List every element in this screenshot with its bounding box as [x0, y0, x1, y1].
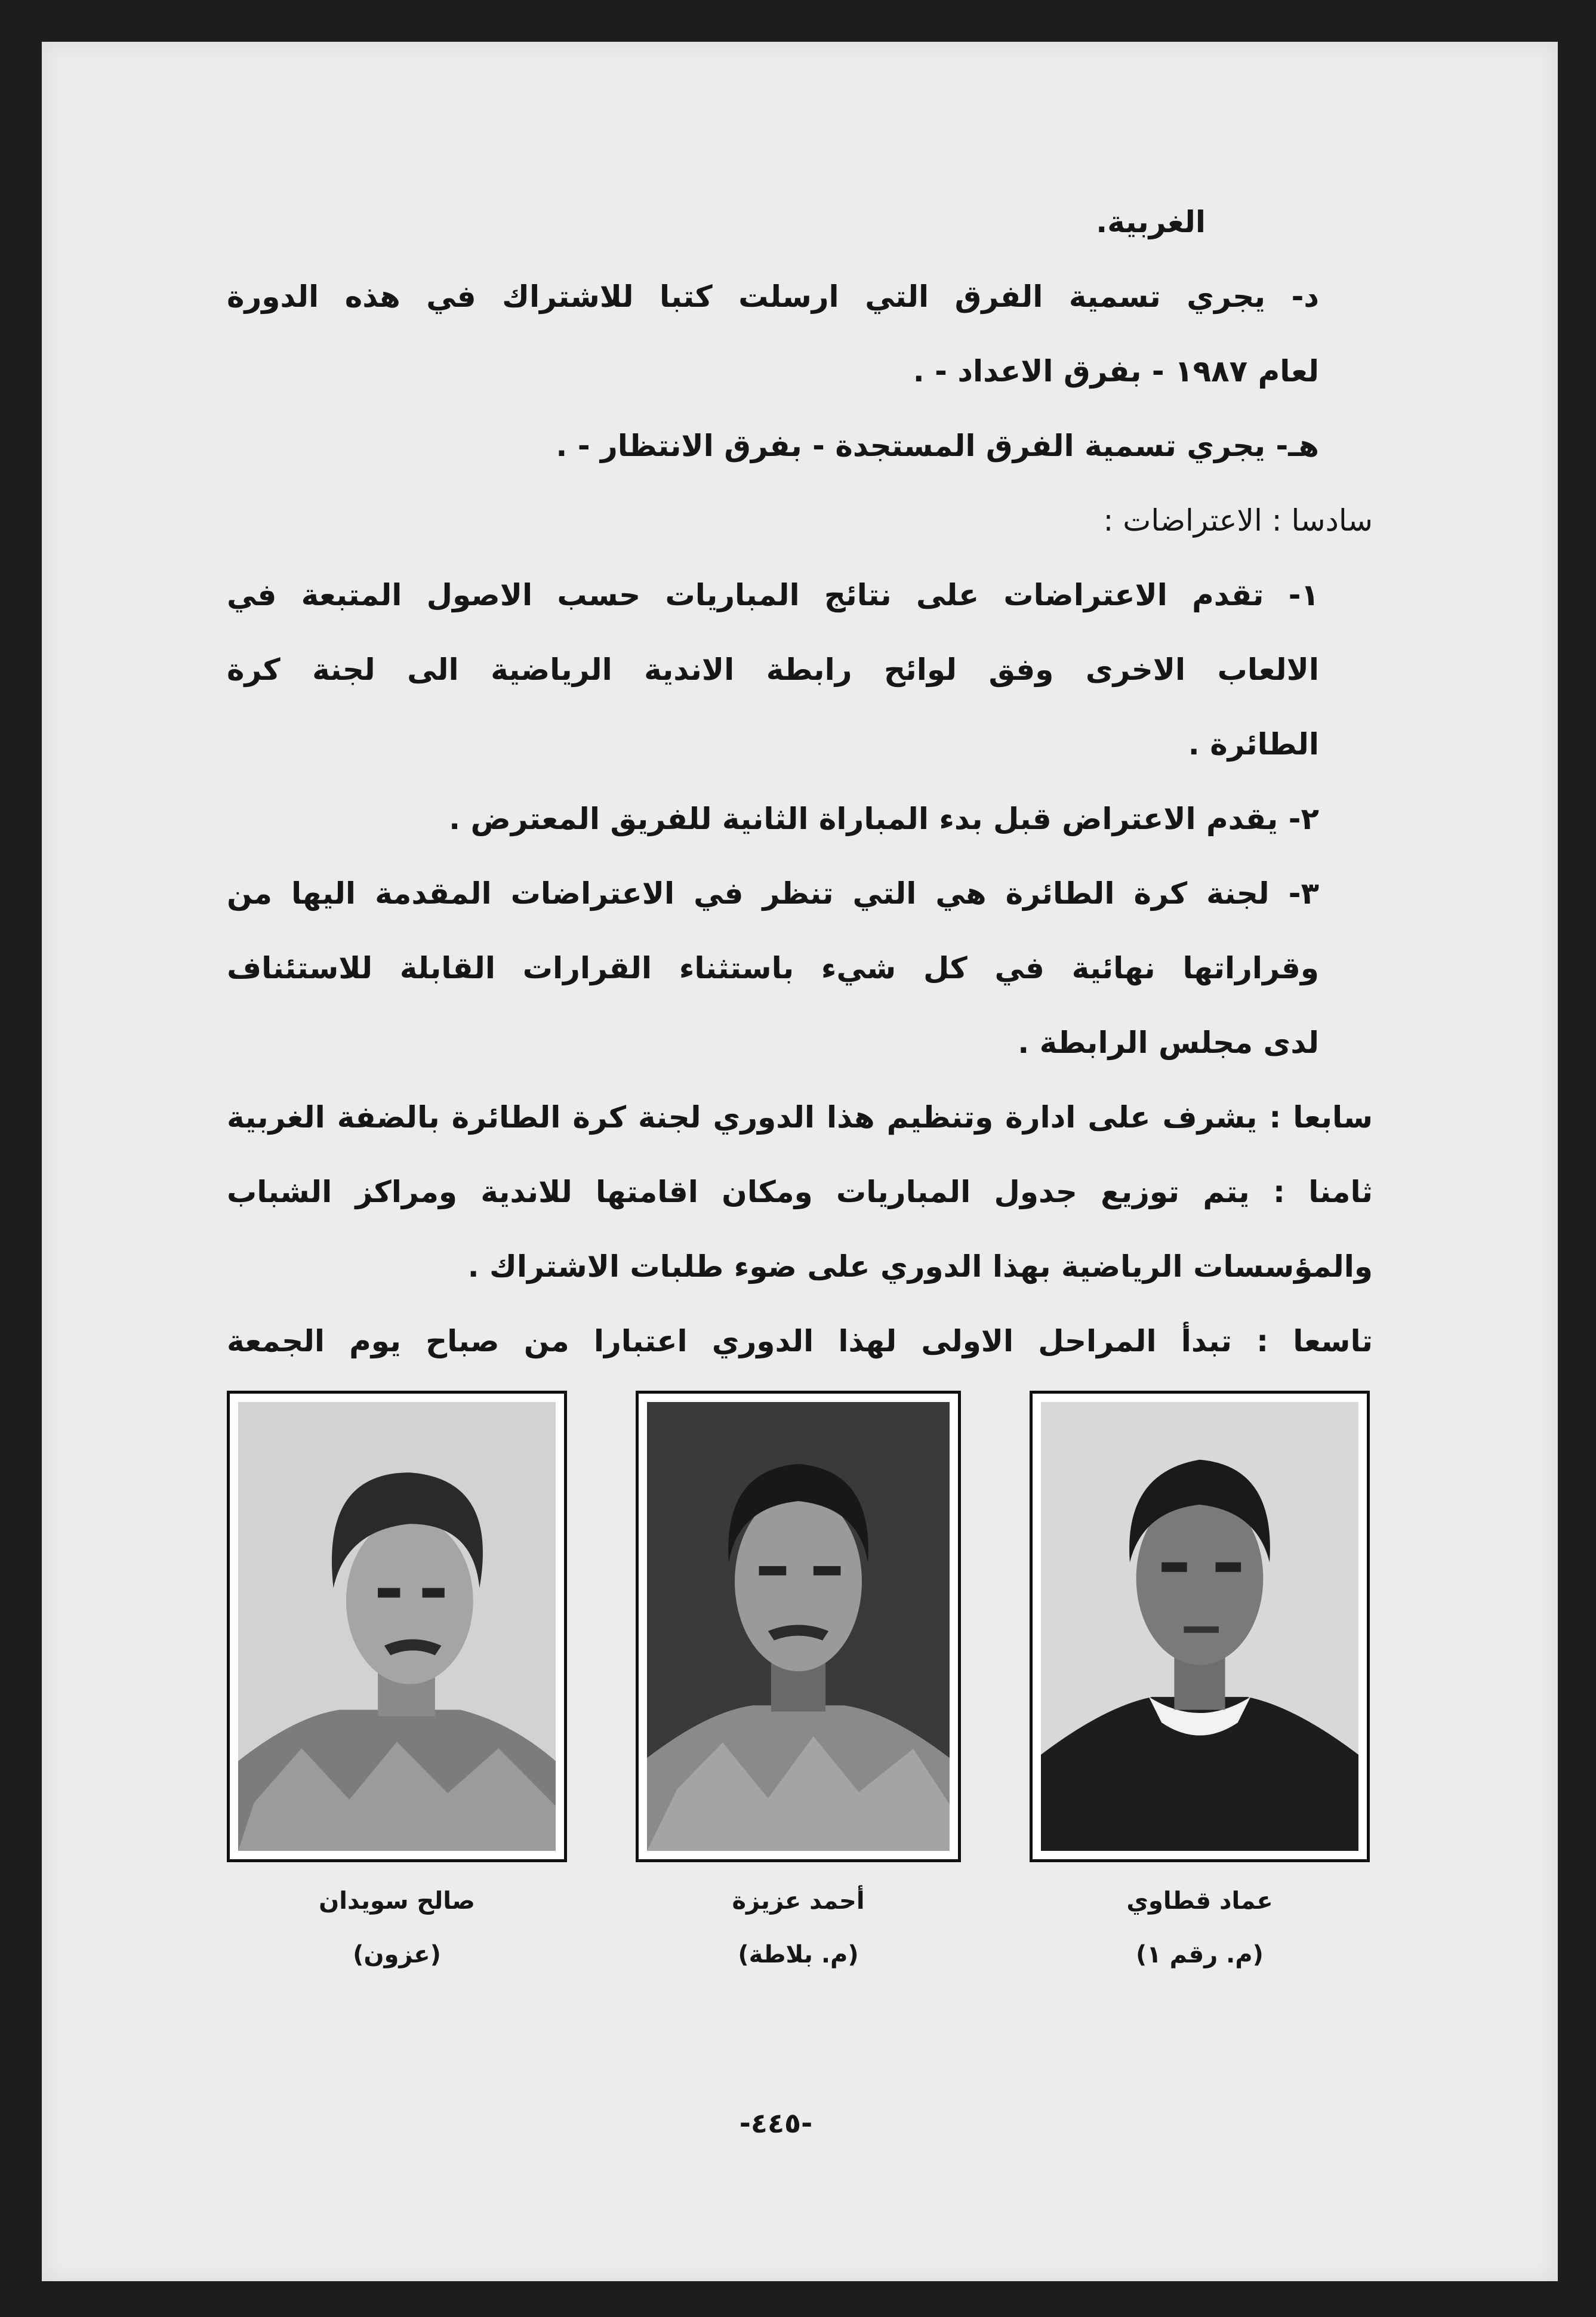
person-club: (عزون) [353, 1941, 441, 1968]
person-name: صالح سويدان [319, 1887, 475, 1915]
text-line: الالعاب الاخرى وفق لوائح رابطة الاندية الرياضية الى لجنة كرة [227, 652, 1319, 687]
text-line: ٣- لجنة كرة الطائرة هي التي تنظر في الاعتراضات المقدمة اليها من [227, 876, 1319, 911]
text-line: الطائرة . [1188, 727, 1319, 762]
text-line: وقراراتها نهائية في كل شيء باستثناء القرارات القابلة للاستئناف [227, 951, 1319, 985]
photo-caption [1030, 1874, 1370, 1982]
person-club: (م. رقم ١) [1136, 1941, 1264, 1968]
photo-portrait [227, 1391, 567, 1862]
portrait-image [647, 1402, 950, 1851]
text-line: لعام ١٩٨٧ - بفرق الاعداد - . [913, 354, 1319, 389]
photo-caption [227, 1874, 567, 1982]
person-name: أحمد عزيزة [732, 1887, 865, 1915]
photo-portrait [636, 1391, 961, 1862]
photo-portrait [1030, 1391, 1370, 1862]
photo-caption [636, 1874, 961, 1982]
portrait-image [1041, 1402, 1358, 1851]
portrait-image [238, 1402, 556, 1851]
section-heading: سادسا : الاعتراضات : [1103, 503, 1373, 538]
text-line: هـ- يجري تسمية الفرق المستجدة - بفرق الانتظار - . [556, 429, 1319, 463]
body-text [227, 185, 1373, 1528]
text-line: ٢- يقدم الاعتراض قبل بدء المباراة الثانية للفريق المعترض . [449, 802, 1319, 836]
text-line: سابعا : يشرف على ادارة وتنظيم هذا الدوري لجنة كرة الطائرة بالضفة الغربية [227, 1100, 1373, 1135]
text-line: الغربية. [1096, 205, 1206, 239]
page-number: -٤٤٥- [739, 2107, 813, 2139]
text-line: ثامنا : يتم توزيع جدول المباريات ومكان اقامتها للاندية ومراكز الشباب [227, 1175, 1373, 1209]
text-line: تاسعا : تبدأ المراحل الاولى لهذا الدوري اعتبارا من صباح يوم الجمعة [227, 1324, 1373, 1358]
text-line: د- يجري تسمية الفرق التي ارسلت كتبا للاشتراك في هذه الدورة [227, 279, 1319, 314]
person-name: عماد قطاوي [1126, 1887, 1273, 1915]
text-line: والمؤسسات الرياضية بهذا الدوري على ضوء طلبات الاشتراك . [467, 1249, 1373, 1284]
text-line: ١- تقدم الاعتراضات على نتائج المباريات حسب الاصول المتبعة في [227, 578, 1319, 612]
text-line: لدى مجلس الرابطة . [1018, 1025, 1319, 1060]
person-club: (م. بلاطة) [738, 1941, 859, 1968]
